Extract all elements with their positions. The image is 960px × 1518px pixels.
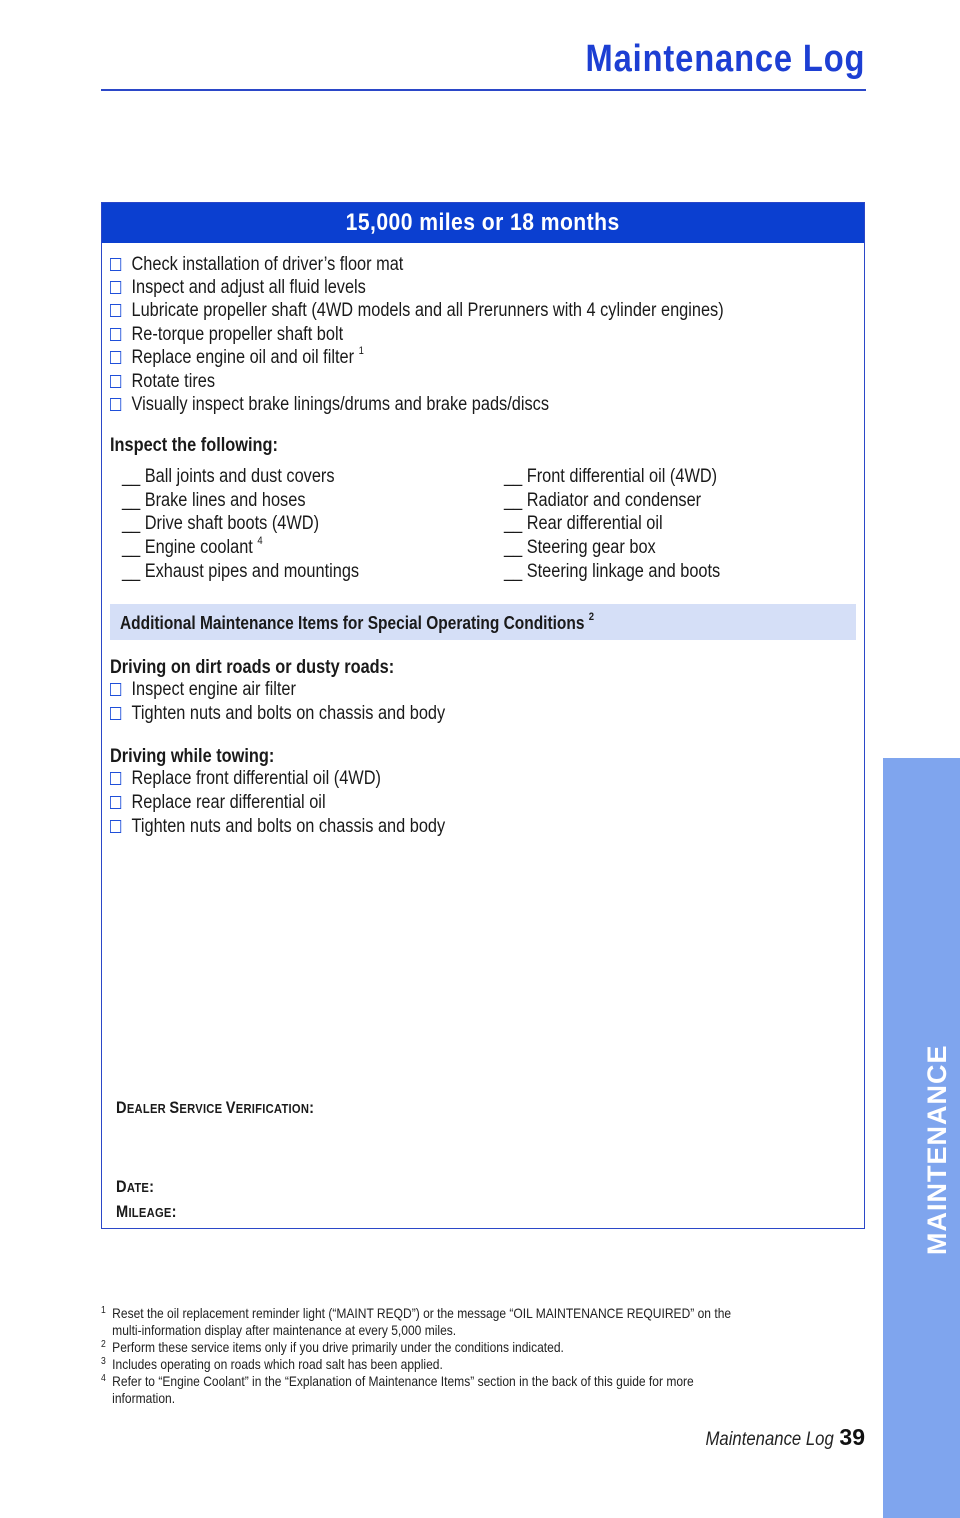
checkbox-icon[interactable] bbox=[110, 707, 121, 720]
checklist-item: Inspect and adjust all fluid levels bbox=[110, 276, 366, 299]
checklist-item: Inspect engine air filter bbox=[110, 678, 296, 701]
checkbox-icon[interactable] bbox=[110, 375, 121, 388]
footnote-ref: 2 bbox=[588, 611, 595, 623]
footnote: 2 Perform these service items only if you drive primarily under the conditions indicated. bbox=[101, 1339, 564, 1355]
date-label: DATE: bbox=[116, 1177, 155, 1196]
checklist-item: Tighten nuts and bolts on chassis and body bbox=[110, 702, 445, 725]
inspect-item: __ Drive shaft boots (4WD) bbox=[122, 513, 320, 534]
checkbox-icon[interactable] bbox=[110, 683, 121, 696]
towing-heading: Driving while towing: bbox=[110, 746, 275, 767]
page-title: Maintenance Log bbox=[585, 38, 865, 80]
footnote: 4 Refer to “Engine Coolant” in the “Explanation of Maintenance Items” section in the back of this guide for more bbox=[101, 1373, 694, 1389]
checkbox-icon[interactable] bbox=[110, 398, 121, 411]
inspect-item: __ Steering gear box bbox=[504, 537, 656, 558]
checklist-item: Check installation of driver’s floor mat bbox=[110, 253, 403, 276]
inspect-item: __ Exhaust pipes and mountings bbox=[122, 561, 360, 582]
footnote: multi-information display after maintenance at every 5,000 miles. bbox=[112, 1322, 457, 1338]
title-rule bbox=[101, 89, 866, 91]
checkbox-icon[interactable] bbox=[110, 304, 121, 317]
maintenance-log-box bbox=[101, 202, 865, 1229]
inspect-item: __ Front differential oil (4WD) bbox=[504, 466, 718, 487]
footer-label: Maintenance Log bbox=[705, 1429, 834, 1450]
footnote-ref: 4 bbox=[257, 535, 263, 547]
inspect-item: __ Steering linkage and boots bbox=[504, 561, 721, 582]
checklist-item: Rotate tires bbox=[110, 370, 215, 393]
checklist-item: Re-torque propeller shaft bolt bbox=[110, 323, 343, 346]
checkbox-icon[interactable] bbox=[110, 351, 121, 364]
checklist-item: Tighten nuts and bolts on chassis and body bbox=[110, 815, 445, 838]
inspect-item: __ Radiator and condenser bbox=[504, 490, 702, 511]
inspect-item: __ Brake lines and hoses bbox=[122, 490, 306, 511]
checklist-item: Replace rear differential oil bbox=[110, 791, 326, 814]
dealer-verification-label: DEALER SERVICE VERIFICATION: bbox=[116, 1098, 315, 1117]
footnotes bbox=[101, 1305, 866, 1407]
inspect-item: __ Rear differential oil bbox=[504, 513, 663, 534]
footnote: 3 Includes operating on roads which road salt has been applied. bbox=[101, 1356, 443, 1372]
checkbox-icon[interactable] bbox=[110, 281, 121, 294]
checkbox-icon[interactable] bbox=[110, 258, 121, 271]
mileage-label: MILEAGE: bbox=[116, 1202, 177, 1221]
inspect-heading: Inspect the following: bbox=[110, 435, 278, 456]
page-number: 39 bbox=[839, 1424, 865, 1450]
checklist-item: Replace engine oil and oil filter $^1$ bbox=[110, 346, 364, 369]
footnote: information. bbox=[112, 1390, 176, 1406]
checklist-item: Visually inspect brake linings/drums and brake pads/discs bbox=[110, 393, 549, 416]
checkbox-icon[interactable] bbox=[110, 820, 121, 833]
inspect-item: __ Ball joints and dust covers bbox=[122, 466, 335, 487]
checklist-item: Lubricate propeller shaft (4WD models and all Prerunners with 4 cylinder engines) bbox=[110, 299, 724, 322]
dirt-roads-heading: Driving on dirt roads or dusty roads: bbox=[110, 657, 395, 678]
footnote: 1 Reset the oil replacement reminder light (“MAINT REQD”) or the message “OIL MAINTENANCE REQUIRED” on the bbox=[101, 1305, 732, 1321]
checkbox-icon[interactable] bbox=[110, 796, 121, 809]
page-footer bbox=[688, 1424, 865, 1451]
inspect-item: __ Engine coolant $^4$ bbox=[122, 535, 263, 558]
checkbox-icon[interactable] bbox=[110, 772, 121, 785]
special-conditions-heading: Additional Maintenance Items for Special Operating Conditions $^2$ bbox=[120, 611, 595, 633]
checklist-item: Replace front differential oil (4WD) bbox=[110, 767, 381, 790]
section-side-label: MAINTENANCE bbox=[922, 1044, 952, 1255]
checkbox-icon[interactable] bbox=[110, 328, 121, 341]
footnote-ref: 1 bbox=[358, 345, 364, 357]
interval-header: 15,000 miles or 18 months bbox=[102, 203, 864, 243]
